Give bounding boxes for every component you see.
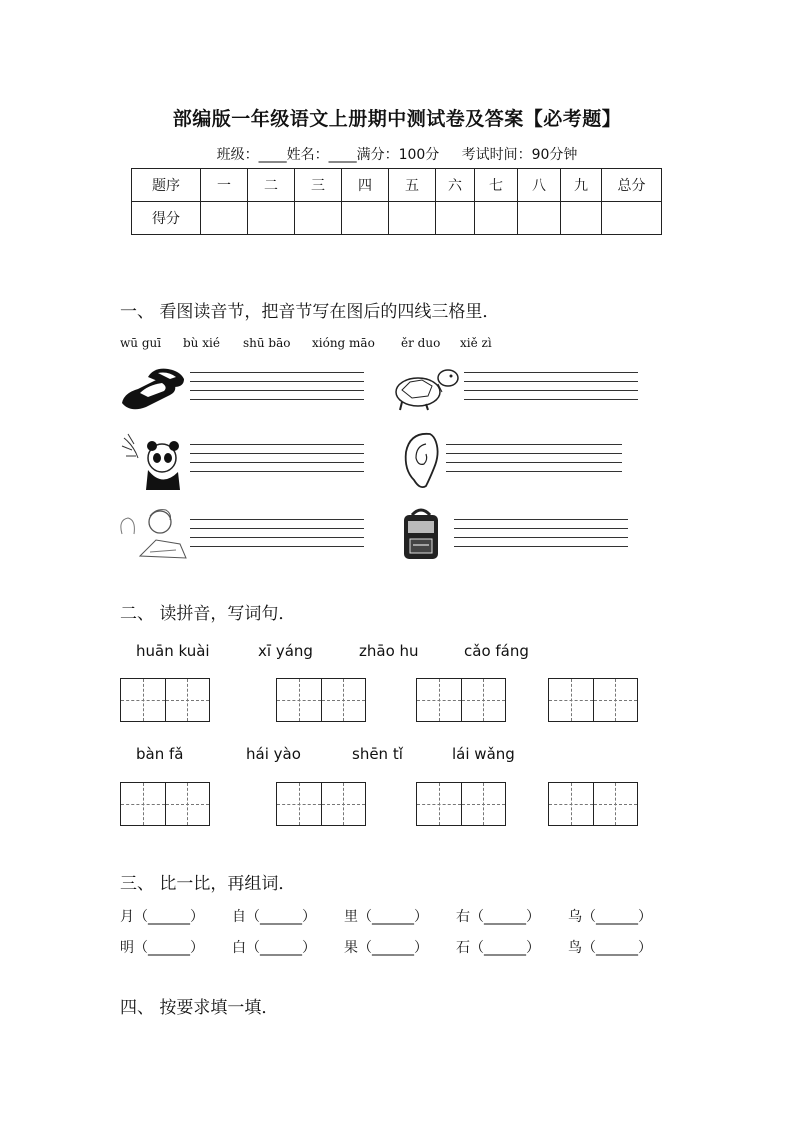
writing-grid[interactable]	[276, 782, 366, 826]
table-header-cell: 五	[389, 169, 436, 202]
writing-grid[interactable]	[120, 782, 210, 826]
pinyin-label: xióng māo	[312, 336, 375, 350]
word-blank[interactable]: 明（______）	[120, 940, 204, 956]
writing-lines[interactable]	[190, 519, 364, 555]
section-2-heading: 二、 读拼音，写词句．	[120, 604, 296, 624]
table-header-cell: 八	[518, 169, 561, 202]
writing-grid[interactable]	[416, 782, 506, 826]
child-writing-picture	[116, 504, 190, 562]
score-cell[interactable]	[436, 202, 475, 235]
writing-grid[interactable]	[120, 678, 210, 722]
writing-lines[interactable]	[464, 372, 638, 408]
section-4-heading: 四、 按要求填一填．	[120, 998, 279, 1018]
pinyin-label: lái wǎng	[452, 745, 515, 763]
word-blank[interactable]: 果（______）	[344, 940, 428, 956]
pinyin-label: shū bāo	[243, 336, 291, 350]
exam-time: 考试时间：90分钟	[461, 147, 578, 163]
word-blank[interactable]: 里（______）	[344, 909, 428, 925]
name-label: 姓名：	[286, 147, 329, 163]
table-header-cell: 三	[295, 169, 342, 202]
word-blank[interactable]: 月（______）	[120, 909, 204, 925]
table-row-label: 得分	[132, 202, 201, 235]
class-blank[interactable]: ____	[258, 147, 287, 163]
word-blank[interactable]: 右（______）	[456, 909, 540, 925]
table-header-cell: 一	[201, 169, 248, 202]
pinyin-label: cǎo fáng	[464, 642, 529, 660]
writing-lines[interactable]	[454, 519, 628, 555]
writing-grid[interactable]	[276, 678, 366, 722]
word-blank[interactable]: 石（______）	[456, 940, 540, 956]
section-1-heading: 一、 看图读音节，把音节写在图后的四线三格里．	[120, 302, 500, 322]
name-blank[interactable]: ____	[328, 147, 357, 163]
exam-info	[0, 144, 794, 164]
schoolbag-picture	[396, 505, 446, 563]
table-header-cell: 二	[248, 169, 295, 202]
table-header-cell: 总分	[602, 169, 662, 202]
word-blank[interactable]: 白（______）	[232, 940, 316, 956]
full-score: 满分：100分	[356, 147, 440, 163]
writing-lines[interactable]	[190, 372, 364, 408]
writing-grid[interactable]	[416, 678, 506, 722]
page-title: 部编版一年级语文上册期中测试卷及答案【必考题】	[172, 108, 622, 130]
score-cell[interactable]	[561, 202, 602, 235]
pinyin-label: hái yào	[246, 745, 301, 763]
writing-grid[interactable]	[548, 782, 638, 826]
table-header-cell: 九	[561, 169, 602, 202]
pinyin-label: zhāo hu	[359, 642, 419, 660]
word-blank[interactable]: 鸟（______）	[568, 940, 652, 956]
pinyin-label: xī yáng	[258, 642, 313, 660]
score-cell[interactable]	[602, 202, 662, 235]
pinyin-label: wū guī	[120, 336, 162, 350]
word-blank[interactable]: 乌（______）	[568, 909, 652, 925]
pinyin-label: bàn fǎ	[136, 745, 184, 763]
score-table-score-row	[132, 202, 662, 235]
word-blank[interactable]: 自（______）	[232, 909, 316, 925]
pinyin-label: ěr duo	[401, 336, 441, 350]
table-header-cell: 四	[342, 169, 389, 202]
pinyin-label: bù xié	[183, 336, 220, 350]
score-cell[interactable]	[342, 202, 389, 235]
writing-lines[interactable]	[190, 444, 364, 480]
ear-picture	[400, 430, 444, 494]
table-header-cell: 题序	[132, 169, 201, 202]
pinyin-label: shēn tǐ	[352, 745, 403, 763]
score-table-header-row	[132, 169, 662, 202]
score-cell[interactable]	[295, 202, 342, 235]
panda-picture	[120, 432, 190, 492]
score-cell[interactable]	[201, 202, 248, 235]
section-3-heading: 三、 比一比，再组词．	[120, 874, 296, 894]
pinyin-label: huān kuài	[136, 642, 210, 660]
score-cell[interactable]	[389, 202, 436, 235]
score-cell[interactable]	[518, 202, 561, 235]
score-cell[interactable]	[248, 202, 295, 235]
table-header-cell: 七	[475, 169, 518, 202]
score-table	[131, 168, 662, 235]
writing-grid[interactable]	[548, 678, 638, 722]
turtle-picture	[392, 364, 462, 414]
score-cell[interactable]	[475, 202, 518, 235]
table-header-cell: 六	[436, 169, 475, 202]
shoes-picture	[118, 365, 188, 415]
writing-lines[interactable]	[446, 444, 622, 480]
pinyin-label: xiě zì	[460, 336, 492, 350]
class-label: 班级：	[216, 147, 259, 163]
